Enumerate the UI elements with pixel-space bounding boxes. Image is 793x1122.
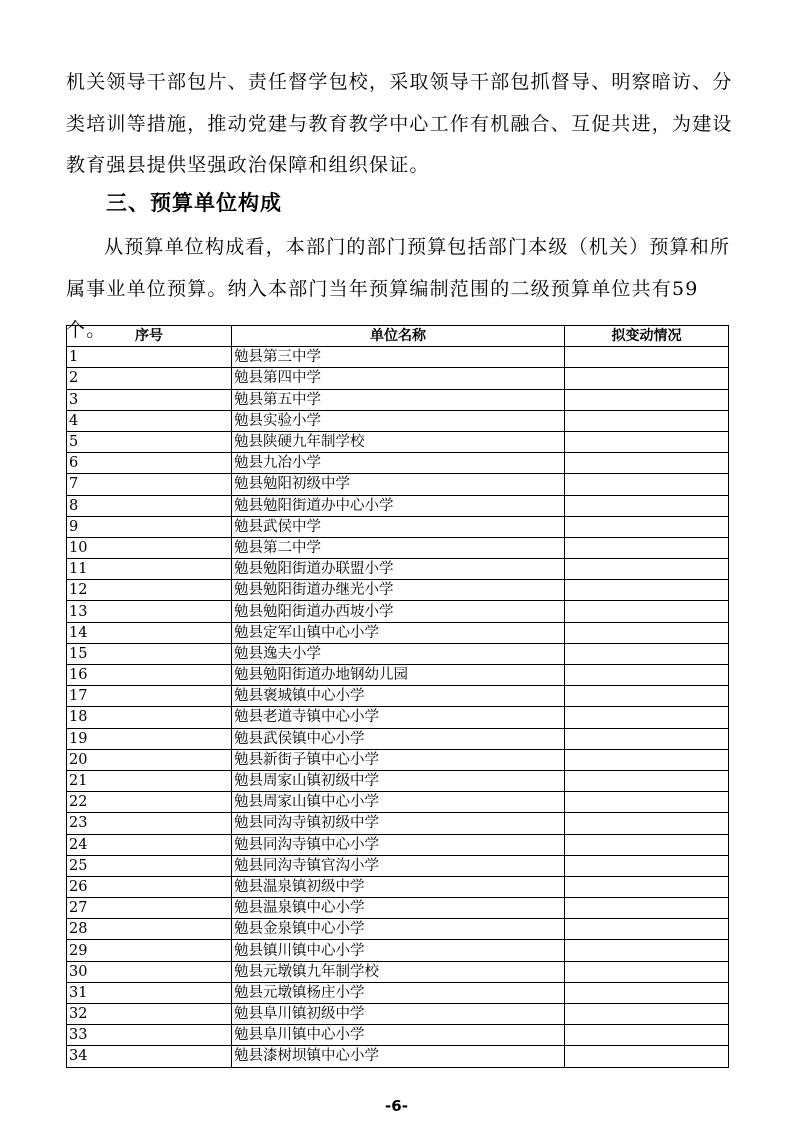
row-unit-name: 勉县温泉镇初级中学: [232, 876, 565, 897]
row-index: 32: [67, 1004, 232, 1025]
row-unit-name: 勉县勉阳街道办地钢幼儿园: [232, 665, 565, 686]
row-index: 16: [67, 665, 232, 686]
row-index: 18: [67, 707, 232, 728]
table-row: [67, 686, 729, 707]
row-unit-name: 勉县褒城镇中心小学: [232, 686, 565, 707]
table-row: [67, 516, 729, 537]
row-index: 3: [67, 389, 232, 410]
row-change-status: [565, 1046, 729, 1067]
row-unit-name: 勉县定军山镇中心小学: [232, 622, 565, 643]
row-index: 8: [67, 495, 232, 516]
row-change-status: [565, 1004, 729, 1025]
row-unit-name: 勉县九冶小学: [232, 453, 565, 474]
row-index: 33: [67, 1025, 232, 1046]
row-index: 27: [67, 898, 232, 919]
row-change-status: [565, 537, 729, 558]
table-row: [67, 919, 729, 940]
row-index: 23: [67, 813, 232, 834]
row-change-status: [565, 453, 729, 474]
table-row: [67, 601, 729, 622]
row-unit-name: 勉县同沟寺镇中心小学: [232, 834, 565, 855]
row-change-status: [565, 389, 729, 410]
row-unit-name: 勉县武侯镇中心小学: [232, 728, 565, 749]
table-row: [67, 855, 729, 876]
table-row: [67, 770, 729, 791]
row-change-status: [565, 855, 729, 876]
row-index: 20: [67, 749, 232, 770]
row-unit-name: 勉县勉阳街道办西坡小学: [232, 601, 565, 622]
row-change-status: [565, 580, 729, 601]
intro-paragraph: 机关领导干部包片、责任督学包校，采取领导干部包抓督导、明察暗访、分类培训等措施，推动党建与教育教学中心工作有机融合、互促共进，为建设教育强县提供坚强政治保障和组织保证。: [66, 71, 733, 176]
row-change-status: [565, 410, 729, 431]
row-unit-name: 勉县第二中学: [232, 537, 565, 558]
row-change-status: [565, 686, 729, 707]
row-change-status: [565, 728, 729, 749]
table-row: [67, 665, 729, 686]
table-row: [67, 898, 729, 919]
budget-units-table: [66, 325, 729, 1068]
row-index: 10: [67, 537, 232, 558]
table-row: [67, 728, 729, 749]
row-change-status: [565, 770, 729, 791]
section-heading: 三、预算单位构成: [106, 191, 282, 215]
row-change-status: [565, 559, 729, 580]
row-index: 24: [67, 834, 232, 855]
row-change-status: [565, 982, 729, 1003]
row-unit-name: 勉县镇川镇中心小学: [232, 940, 565, 961]
table-row: [67, 749, 729, 770]
row-unit-name: 勉县同沟寺镇初级中学: [232, 813, 565, 834]
row-unit-name: 勉县勉阳街道办中心小学: [232, 495, 565, 516]
row-change-status: [565, 813, 729, 834]
row-index: 26: [67, 876, 232, 897]
table-row: [67, 834, 729, 855]
row-change-status: [565, 919, 729, 940]
row-unit-name: 勉县元墩镇杨庄小学: [232, 982, 565, 1003]
table-row: [67, 495, 729, 516]
row-change-status: [565, 898, 729, 919]
table-row: [67, 368, 729, 389]
table-row: [67, 707, 729, 728]
row-change-status: [565, 792, 729, 813]
table-row: [67, 537, 729, 558]
row-unit-name: 勉县第五中学: [232, 389, 565, 410]
table-row: [67, 961, 729, 982]
row-unit-name: 勉县周家山镇中心小学: [232, 792, 565, 813]
row-change-status: [565, 961, 729, 982]
row-index: 15: [67, 643, 232, 664]
row-index: 21: [67, 770, 232, 791]
row-change-status: [565, 495, 729, 516]
row-unit-name: 勉县周家山镇初级中学: [232, 770, 565, 791]
table-row: [67, 982, 729, 1003]
row-index: 5: [67, 431, 232, 452]
row-unit-name: 勉县陕硬九年制学校: [232, 431, 565, 452]
row-change-status: [565, 368, 729, 389]
table-row: [67, 1004, 729, 1025]
row-unit-name: 勉县实验小学: [232, 410, 565, 431]
row-index: 17: [67, 686, 232, 707]
table-row: [67, 792, 729, 813]
row-index: 6: [67, 453, 232, 474]
row-index: 19: [67, 728, 232, 749]
row-unit-name: 勉县逸夫小学: [232, 643, 565, 664]
row-unit-name: 勉县阜川镇初级中学: [232, 1004, 565, 1025]
table-row: [67, 1025, 729, 1046]
row-index: 29: [67, 940, 232, 961]
row-index: 14: [67, 622, 232, 643]
row-index: 25: [67, 855, 232, 876]
row-index: 28: [67, 919, 232, 940]
row-unit-name: 勉县温泉镇中心小学: [232, 898, 565, 919]
row-change-status: [565, 474, 729, 495]
row-unit-name: 勉县武侯中学: [232, 516, 565, 537]
header-unit-name: 单位名称: [232, 326, 565, 347]
row-unit-name: 勉县勉阳初级中学: [232, 474, 565, 495]
row-unit-name: 勉县金泉镇中心小学: [232, 919, 565, 940]
row-change-status: [565, 643, 729, 664]
table-row: [67, 431, 729, 452]
row-change-status: [565, 1025, 729, 1046]
page-number: -6-: [385, 1097, 408, 1115]
table-row: [67, 940, 729, 961]
row-unit-name: 勉县同沟寺镇官沟小学: [232, 855, 565, 876]
row-index: 7: [67, 474, 232, 495]
table-row: [67, 622, 729, 643]
table-row: [67, 876, 729, 897]
row-unit-name: 勉县勉阳街道办继光小学: [232, 580, 565, 601]
row-index: 30: [67, 961, 232, 982]
row-index: 4: [67, 410, 232, 431]
row-unit-name: 勉县勉阳街道办联盟小学: [232, 559, 565, 580]
section-paragraph: 从预算单位构成看，本部门的部门预算包括部门本级（机关）预算和所属事业单位预算。纳入本部门当年预算编制范围的二级预算单位共有59个。: [66, 236, 731, 341]
table-row: [67, 474, 729, 495]
table-header-row: [67, 326, 729, 347]
row-index: 34: [67, 1046, 232, 1067]
table-row: [67, 389, 729, 410]
row-index: 31: [67, 982, 232, 1003]
table-body: [67, 347, 729, 1067]
row-change-status: [565, 516, 729, 537]
row-unit-name: 勉县阜川镇中心小学: [232, 1025, 565, 1046]
row-change-status: [565, 940, 729, 961]
table-row: [67, 1046, 729, 1067]
row-unit-name: 勉县新街子镇中心小学: [232, 749, 565, 770]
row-unit-name: 勉县元墩镇九年制学校: [232, 961, 565, 982]
row-unit-name: 勉县第三中学: [232, 347, 565, 368]
row-index: 11: [67, 559, 232, 580]
row-index: 12: [67, 580, 232, 601]
table-row: [67, 347, 729, 368]
header-index: 序号: [67, 326, 232, 347]
row-index: 2: [67, 368, 232, 389]
row-change-status: [565, 834, 729, 855]
header-change-status: 拟变动情况: [565, 326, 729, 347]
row-unit-name: 勉县漆树坝镇中心小学: [232, 1046, 565, 1067]
row-change-status: [565, 347, 729, 368]
row-change-status: [565, 431, 729, 452]
row-unit-name: 勉县第四中学: [232, 368, 565, 389]
table-row: [67, 559, 729, 580]
table-row: [67, 643, 729, 664]
table-row: [67, 453, 729, 474]
table-row: [67, 410, 729, 431]
row-index: 9: [67, 516, 232, 537]
row-change-status: [565, 601, 729, 622]
row-change-status: [565, 665, 729, 686]
row-index: 22: [67, 792, 232, 813]
row-change-status: [565, 707, 729, 728]
table-row: [67, 580, 729, 601]
row-index: 1: [67, 347, 232, 368]
table-row: [67, 813, 729, 834]
row-change-status: [565, 622, 729, 643]
row-change-status: [565, 876, 729, 897]
row-index: 13: [67, 601, 232, 622]
row-unit-name: 勉县老道寺镇中心小学: [232, 707, 565, 728]
row-change-status: [565, 749, 729, 770]
